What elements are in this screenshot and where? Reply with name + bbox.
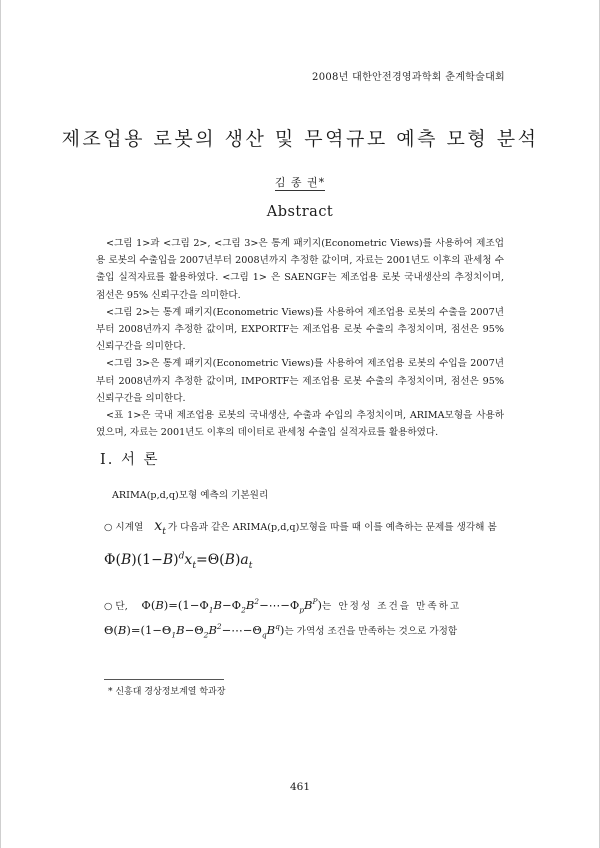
- abstract-paragraph: <그림 2>는 통계 패키지(Econometric Views)를 사용하여 제조업용 로봇의 수출을 2007년부터 2008년까지 추정한 값이며, EXPORTF는 제조업용 로봇 수출의 추정치이며, 점선은 95% 신뢰구간을 의미한다.: [96, 306, 504, 353]
- abstract-paragraph: <그림 1>과 <그림 2>, <그림 3>은 통계 패키지(Econometric Views)를 사용하여 제조업용 로봇의 수출입을 2007년부터 2008년까지 추정한 값이며, 자료는 2001년도 이후의 관세청 수출입 실적자료를 활용하였다. <그림 1> 은 SAENGF는 제조업용 로봇 국내생산의 추정치이며, 점선은 95% 신뢰구간을 의미한다.: [96, 238, 504, 301]
- section-heading-introduction: Ⅰ. 서 론: [100, 452, 160, 468]
- condition-line-phi: [104, 597, 462, 615]
- math-x-t: $x_t$: [154, 518, 166, 537]
- running-head: 2008년 대한안전경영과학회 춘계학술대회: [312, 72, 505, 83]
- paper-title: 제조업용 로봇의 생산 및 무역규모 예측 모형 분석: [61, 128, 539, 150]
- intro-line: [104, 518, 497, 537]
- page-number: 461: [289, 781, 311, 793]
- phi-polynomial: $\Phi(B)=(1-\Phi_1B-\Phi_2B^2-\cdots-\Phi_pB^P)$: [141, 597, 323, 615]
- subheading-arima: ARIMA(p,d,q)모형 예측의 기본원리: [112, 490, 269, 501]
- phi-condition-text: 는 안정성 조건을 만족하고: [322, 601, 462, 612]
- footnote: * 신흥대 경상정보계열 학과장: [108, 687, 226, 697]
- theta-condition-text: 는 가역성 조건을 만족하는 것으로 가정함: [284, 626, 458, 637]
- arima-equation: $\Phi(B)(1-B)^dx_t=\Theta(B)a_t$: [104, 551, 253, 571]
- footnote-rule: [104, 679, 224, 680]
- abstract-paragraph: <그림 3>은 통계 패키지(Econometric Views)를 사용하여 제조업용 로봇의 수입을 2007년부터 2008년까지 추정한 값이며, IMPORTF는 제조업용 로봇 수출의 추정치이며, 점선은 95% 신뢰구간을 의미한다.: [96, 358, 504, 404]
- abstract-paragraph: <표 1>은 국내 제조업용 로봇의 국내생산, 수출과 수입의 추정치이며, ARIMA모형을 사용하였으며, 자료는 2001년도 이후의 데이터로 관세청 수출입 실적자료를 활용하였다.: [96, 410, 504, 439]
- intro-prefix: ○ 시계열: [104, 522, 144, 533]
- abstract-heading: Abstract: [266, 204, 334, 220]
- author-name: 김 종 권*: [274, 176, 326, 189]
- intro-suffix: 가 다음과 같은 ARIMA(p,d,q)모형을 따를 때 이를 예측하는 문제를 생각해 봄: [167, 522, 497, 533]
- condition-line-theta: [104, 622, 458, 640]
- author-line: [0, 174, 600, 190]
- abstract-body: [96, 235, 504, 441]
- theta-polynomial: $\Theta(B)=(1-\Theta_1B-\Theta_2B^2-\cdots-\Theta_qB^q)$: [104, 622, 285, 640]
- condition-prefix: ○ 단,: [104, 601, 128, 612]
